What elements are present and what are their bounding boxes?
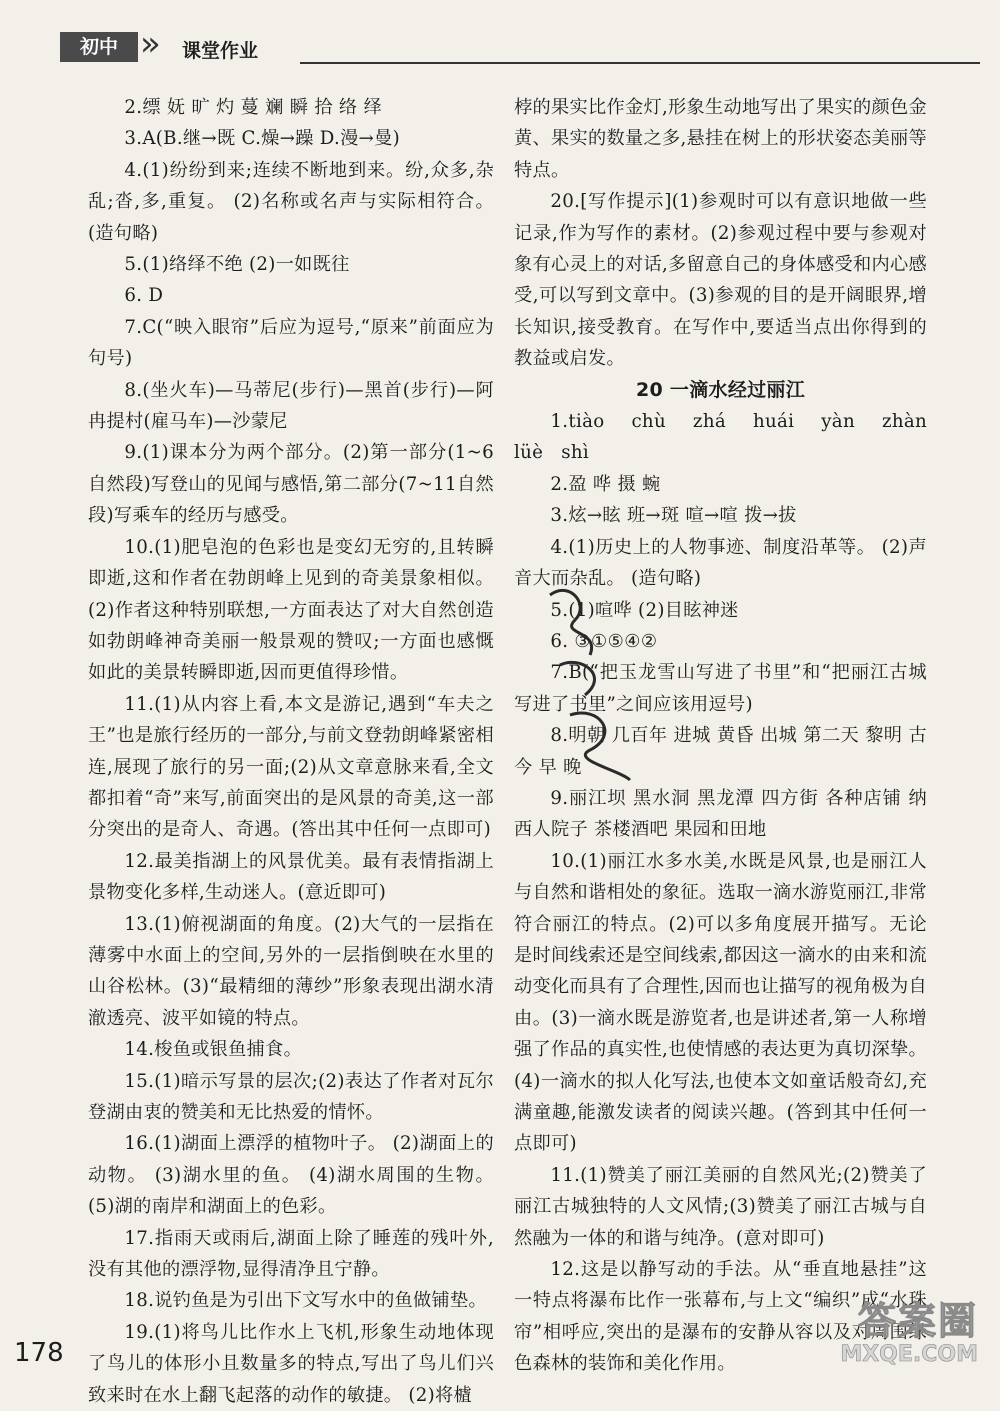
left-column [88,92,494,1411]
answer-item: 5.(1)喧哗 (2)目眩神迷 [550,599,739,621]
answer-item: 18.说钓鱼是为引出下文写水中的鱼做铺垫。 [124,1290,487,1312]
answer-item: 3.炫→眩 班→斑 喧→喧 拨→拔 [550,505,797,527]
answer-item: 5.(1)络绎不绝 (2)一如既往 [124,254,350,276]
answer-item: 12.这是以静写动的手法。从“垂直地悬挂”这一特点将瀑布比作一张幕布,与上文“编织”成“水珠帘”相呼应,突出的是瀑布的安静从容以及对周围绿色森林的装饰和美化作用。 [514,1259,927,1375]
answer-item: 10.(1)肥皂泡的色彩也是变幻无穷的,且转瞬即逝,这和作者在勃朗峰上见到的奇美景象相似。(2)作者这种特别联想,一方面表达了对大自然创造如勃朗峰神奇美丽一般景观的赞叹;一方面也感慨如此的美景转瞬即逝,因而更值得珍惜。 [88,536,494,684]
answer-item: 9.丽江坝 黑水洞 黑龙潭 四方街 各种店铺 纳西人院子 茶楼酒吧 果园和田地 [514,787,927,841]
answer-item: 16.(1)湖面上漂浮的植物叶子。 (2)湖面上的动物。 (3)湖水里的鱼。 (4)湖水周围的生物。 (5)湖的南岸和湖面上的色彩。 [88,1133,494,1218]
answer-item: 8.(坐火车)—马蒂尼(步行)—黑首(步行)—阿冉提村(雇马车)—沙蒙尼 [88,379,494,433]
section-title: 20 一滴水经过丽江 [635,378,806,401]
answer-item: 2.盈 哗 摄 蜿 [550,473,661,495]
answer-item: 3.A(B.继→既 C.燥→躁 D.漫→曼) [124,128,400,150]
answer-item: 8.明朝 几百年 进城 黄昏 出城 第二天 黎明 古 今 早 晚 [514,725,927,778]
answer-item: 6. D [124,285,164,307]
watermark-logo: 答案圈 [857,1299,978,1343]
answer-item-pinyin: 1.tiào chù zhá huái yàn zhàn lüè shì [514,411,927,464]
answer-item-continued: 桲的果实比作金灯,形象生动地写出了果实的颜色金黄、果实的数量之多,悬挂在树上的形状姿态美丽等特点。 [514,97,927,181]
answer-item: 11.(1)从内容上看,本文是游记,遇到“车夫之王”也是旅行经历的一部分,与前文登勃朗峰紧密相连,展现了旅行的另一面;(2)从文章意脉来看,全文都扣着“奇”来写,前面突出的是风景的奇美,这一部分突出的是奇人、奇遇。(答出其中任何一点即可) [88,693,494,841]
answer-item: 10.(1)丽江水多水美,水既是风景,也是丽江人与自然和谐相处的象征。选取一滴水游览丽江,非常符合丽江的特点。(2)可以多角度展开描写。无论是时间线索还是空间线索,都因这一滴水的由来和流动变化而具有了合理性,因而也让描写的视角极为自由。(3)一滴水既是游览者,也是讲述者,第一人称增强了作品的真实性,也使情感的表达更为真切深挚。(4)一滴水的拟人化写法,也使本文如童话般奇幻,充满童趣,能激发读者的阅读兴趣。(答到其中任何一点即可) [514,850,927,1155]
page-number: 178 [14,1338,64,1368]
answer-item: 2.缥 妩 旷 灼 蔓 斓 瞬 拾 络 绎 [124,97,382,118]
answer-item: 4.(1)历史上的人物事迹、制度沿革等。 (2)声音大而杂乱。 (造句略) [514,536,927,590]
answer-item: 19.(1)将鸟儿比作水上飞机,形象生动地体现了鸟儿的体形小且数量多的特点,写出了鸟儿们兴致来时在水上翻飞起落的动作的敏捷。 (2)将樝 [88,1321,494,1406]
answer-item: 11.(1)赞美了丽江美丽的自然风光;(2)赞美了丽江古城独特的人文风情;(3)赞美了丽江古城与自然融为一体的和谐与纯净。(意对即可) [514,1164,927,1249]
grade-tag: 初中 [60,32,138,62]
answer-item: 20.[写作提示](1)参观时可以有意识地做一些记录,作为写作的素材。(2)参观过程中要与参观对象有心灵上的对话,多留意自己的身体感受和内心感受,可以写到文章中。(3)参观的目的是开阔眼界,增长知识,接受教育。在写作中,要适当点出你得到的教益或启发。 [514,191,927,370]
answer-item: 7.B(“把玉龙雪山写进了书里”和“把丽江古城写进了书里”之间应该用逗号) [514,662,927,715]
watermark-url: MXQE.COM [840,1342,978,1367]
right-column [514,92,927,1380]
book-title: 课堂作业 [182,40,259,62]
answer-item: 9.(1)课本分为两个部分。(2)第一部分(1~6自然段)写登山的见闻与感悟,第二部分(7~11自然段)写乘车的经历与感受。 [88,442,494,527]
double-chevron-icon: » [140,24,151,64]
answer-item: 12.最美指湖上的风景优美。最有表情指湖上景物变化多样,生动迷人。(意近即可) [88,850,494,904]
page-header [60,22,980,66]
answer-item: 13.(1)俯视湖面的角度。(2)大气的一层指在薄雾中水面上的空间,另外的一层指倒映在水里的山谷松林。(3)“最精细的薄纱”形象表现出湖水清澈透亮、波平如镜的特点。 [88,913,494,1029]
answer-item: 4.(1)纷纷到来;连续不断地到来。纷,众多,杂乱;沓,多,重复。 (2)名称或名声与实际相符合。(造句略) [88,159,494,244]
watermark [836,1290,986,1374]
answer-item: 14.梭鱼或银鱼捕食。 [124,1039,303,1061]
answer-item: 7.C(“映入眼帘”后应为逗号,“原来”前面应为句号) [88,316,494,370]
answer-item: 15.(1)暗示写景的层次;(2)表达了作者对瓦尔登湖由衷的赞美和无比热爱的情怀。 [88,1070,494,1123]
answer-item: 6. ③①⑤④② [550,630,658,652]
answer-item: 17.指雨天或雨后,湖面上除了睡莲的残叶外,没有其他的漂浮物,显得清净且宁静。 [88,1227,494,1281]
header-rule [300,62,980,64]
